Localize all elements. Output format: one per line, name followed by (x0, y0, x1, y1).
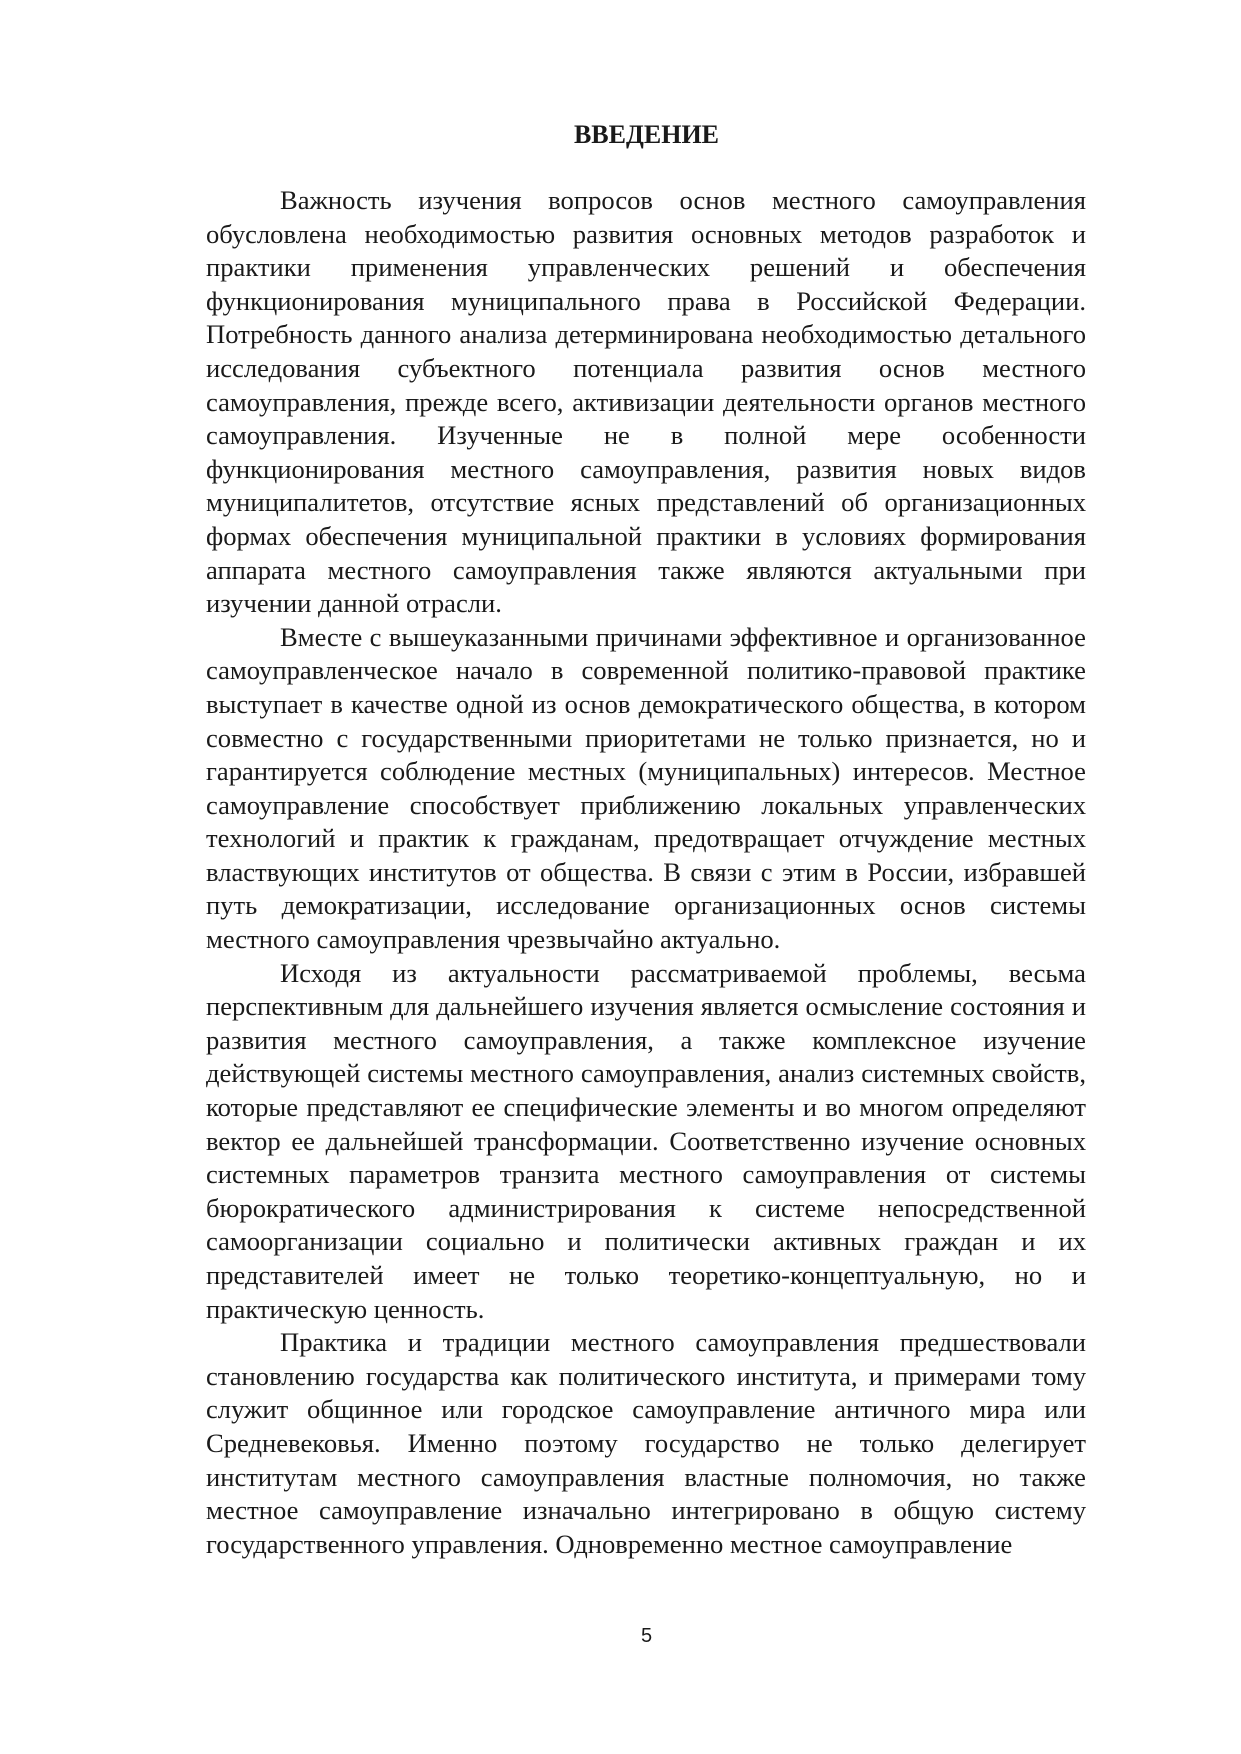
paragraph-2: Вместе с вышеуказанными причинами эффективное и организованное самоуправленческое начало в современной политико-правовой практике выступает в качестве одной из основ демократического общества, в котором совместно с государственными приоритетами не только признается, но и гарантируется соблюдение местных (муниципальных) интересов. Местное самоуправление способствует приближению локальных управленческих технологий и практик к гражданам, предотвращает отчуждение местных властвующих институтов от общества. В связи с этим в России, избравшей путь демократизации, исследование организационных основ системы местного самоуправления чрезвычайно актуально. (206, 621, 1086, 955)
body-text (206, 184, 1086, 1561)
paragraph-3: Исходя из актуальности рассматриваемой проблемы, весьма перспективным для дальнейшего изучения является осмысление состояния и развития местного самоуправления, а также комплексное изучение действующей системы местного самоуправления, анализ системных свойств, которые представляют ее специфические элементы и во многом определяют вектор ее дальнейшей трансформации. Соответственно изучение основных системных параметров транзита местного самоуправления от системы бюрократического администрирования к системе непосредственной самоорганизации социально и политически активных граждан и их представителей имеет не только теоретико-концептуальную, но и практическую ценность. (206, 957, 1086, 1324)
page-number: 5 (640, 1625, 653, 1647)
page-title: ВВЕДЕНИЕ (573, 120, 720, 149)
paragraph-1: Важность изучения вопросов основ местного самоуправления обусловлена необходимостью развития основных методов разработок и практики применения управленческих решений и обеспечения функционирования муниципального права в Российской Федерации. Потребность данного анализа детерминирована необходимостью детального исследования субъектного потенциала развития основ местного самоуправления, прежде всего, активизации деятельности органов местного самоуправления. Изученные не в полной мере особенности функционирования местного самоуправления, развития новых видов муниципалитетов, отсутствие ясных представлений об организационных формах обеспечения муниципальной практики в условиях формирования аппарата местного самоуправления также являются актуальными при изучении данной отрасли. (206, 185, 1086, 619)
paragraph-4: Практика и традиции местного самоуправления предшествовали становлению государства как политического института, и примерами тому служит общинное или городское самоуправление античного мира или Средневековья. Именно поэтому государство не только делегирует институтам местного самоуправления властные полномочия, но также местное самоуправление изначально интегрировано в общую систему государственного управления. Одновременно местное самоуправление (206, 1327, 1086, 1559)
